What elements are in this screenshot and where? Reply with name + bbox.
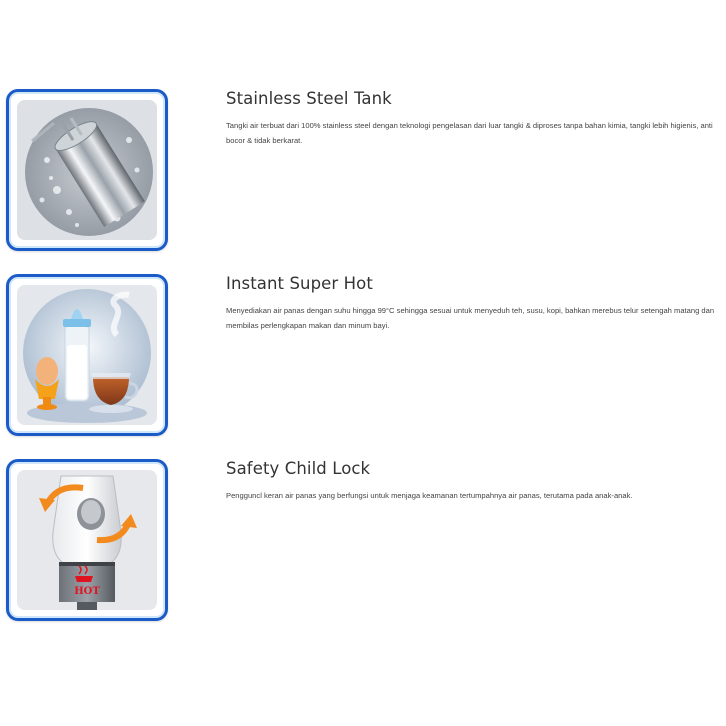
feature-description: Menyediakan air panas dengan suhu hingga 99°C sehingga sesuai untuk menyeduh teh, susu, kopi, bahkan merebus telur setengah matang dan membilas perlengkapan makan dan minum bayi. xyxy=(226,306,715,330)
feature-image-frame xyxy=(6,89,168,251)
feature-title: Stainless Steel Tank xyxy=(226,89,392,108)
feature-title: Safety Child Lock xyxy=(226,459,371,478)
hot-water-icon xyxy=(17,285,157,425)
feature-safety-child-lock xyxy=(0,459,726,624)
stainless-steel-tank-icon xyxy=(17,100,157,240)
feature-instant-super-hot xyxy=(0,274,726,439)
feature-image-frame xyxy=(6,459,168,621)
hot-badge-text: HOT xyxy=(74,586,100,597)
feature-description: Pengguncl keran air panas yang berfungsi untuk menjaga keamanan tertumpahnya air panas, terutama pada anak-anak. xyxy=(226,491,633,500)
feature-title: Instant Super Hot xyxy=(226,274,373,293)
feature-description: Tangki air terbuat dari 100% stainless steel dengan teknologi pengelasan dari luar tangki & diproses tanpa bahan kimia, tangki lebih higienis, anti bocor & tidak berkarat. xyxy=(226,121,713,145)
child-lock-icon xyxy=(17,470,157,610)
feature-stainless-steel-tank xyxy=(0,89,726,254)
feature-image-frame xyxy=(6,274,168,436)
